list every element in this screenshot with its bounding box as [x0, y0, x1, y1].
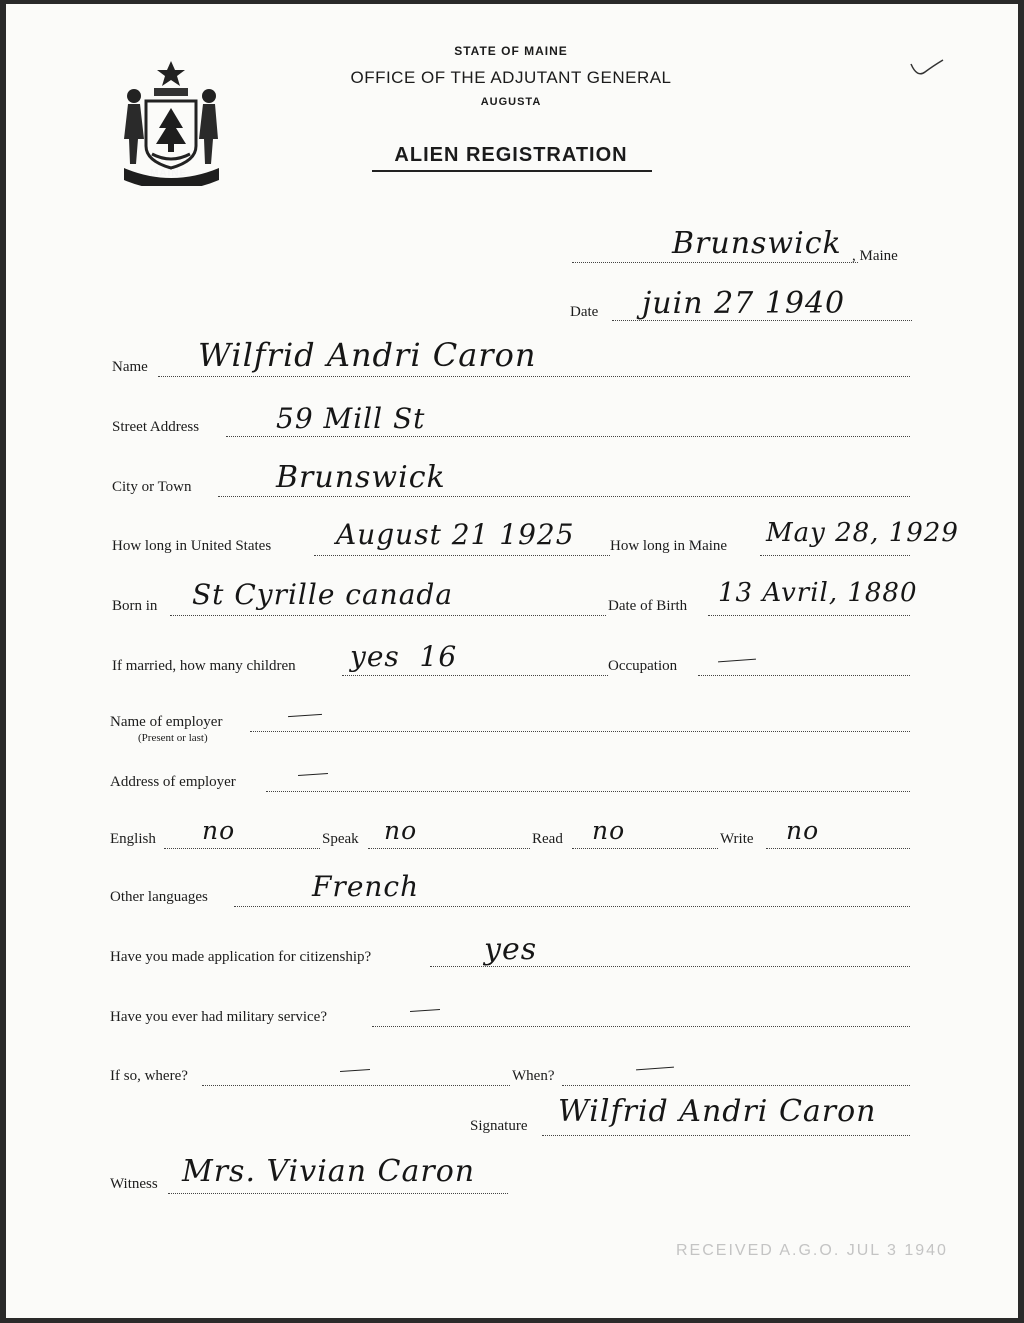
street-value: 59 Mill St	[276, 402, 426, 435]
signature-value: Wilfrid Andri Caron	[558, 1094, 877, 1129]
born-in-label: Born in	[112, 598, 158, 614]
citizenship-value: yes	[484, 932, 538, 967]
title-underline	[372, 170, 652, 172]
write-line	[766, 848, 910, 849]
other-languages-line	[234, 906, 910, 907]
how-long-us-value: August 21 1925	[336, 518, 575, 551]
name-value: Wilfrid Andri Caron	[198, 336, 537, 374]
when-dash	[636, 1067, 674, 1071]
speak-value: no	[384, 816, 418, 845]
check-mark-icon	[909, 56, 945, 80]
write-label: Write	[720, 831, 754, 847]
if-so-where-line	[202, 1085, 510, 1086]
occupation-line	[698, 675, 910, 676]
how-long-us-label: How long in United States	[112, 538, 272, 554]
occupation-label: Occupation	[608, 658, 678, 674]
military-dash	[410, 1009, 440, 1012]
maine-state-seal	[114, 56, 229, 186]
children-label: If married, how many children	[112, 658, 296, 674]
seal-motto: MAINE	[150, 168, 188, 179]
military-line	[372, 1026, 910, 1027]
city-heading: AUGUSTA	[480, 96, 542, 108]
other-languages-value: French	[312, 870, 420, 903]
witness-value: Mrs. Vivian Caron	[182, 1154, 476, 1189]
city-value: Brunswick	[276, 460, 446, 495]
children-value: yes 16	[350, 640, 458, 673]
received-stamp: RECEIVED A.G.O. JUL 3 1940	[676, 1242, 948, 1259]
city-label: City or Town	[112, 479, 192, 495]
registration-form	[6, 4, 1018, 1318]
employer-address-dash	[298, 773, 328, 776]
how-long-maine-value: May 28, 1929	[766, 518, 959, 548]
employer-address-label: Address of employer	[110, 774, 236, 790]
read-value: no	[592, 816, 626, 845]
how-long-maine-label: How long in Maine	[610, 538, 728, 554]
other-languages-label: Other languages	[110, 889, 208, 905]
when-line	[562, 1085, 910, 1086]
military-label: Have you ever had military service?	[110, 1009, 327, 1025]
employer-address-line	[266, 791, 910, 792]
how-long-maine-line	[760, 555, 910, 556]
born-in-value: St Cyrille canada	[192, 578, 454, 611]
date-label: Date	[570, 304, 599, 320]
citizenship-label: Have you made application for citizenship?	[110, 949, 372, 965]
when-label: When?	[512, 1068, 555, 1084]
street-label: Street Address	[112, 419, 200, 435]
signature-label: Signature	[470, 1118, 528, 1134]
born-in-line	[170, 615, 606, 616]
english-value: no	[202, 816, 236, 845]
dob-value: 13 Avril, 1880	[718, 578, 918, 608]
witness-line	[168, 1193, 508, 1194]
occupation-dash	[718, 659, 756, 663]
read-label: Read	[532, 831, 563, 847]
employer-name-dash	[288, 714, 322, 717]
town-value: Brunswick	[672, 226, 842, 261]
street-line	[226, 436, 910, 437]
office-heading: OFFICE OF THE ADJUTANT GENERAL	[350, 68, 672, 87]
town-line	[572, 262, 858, 263]
english-line	[164, 848, 320, 849]
maine-label: , Maine	[852, 248, 898, 264]
write-value: no	[786, 816, 820, 845]
english-label: English	[110, 831, 156, 847]
dob-line	[708, 615, 910, 616]
employer-name-line	[250, 731, 910, 732]
employer-name-label: Name of employer	[110, 714, 223, 730]
children-line	[342, 675, 608, 676]
if-so-where-label: If so, where?	[110, 1068, 188, 1084]
read-line	[572, 848, 718, 849]
name-line	[158, 376, 910, 377]
employer-note: (Present or last)	[138, 732, 208, 744]
how-long-us-line	[314, 555, 610, 556]
dob-label: Date of Birth	[608, 598, 688, 614]
date-value: juin 27 1940	[642, 286, 846, 321]
speak-label: Speak	[322, 831, 359, 847]
speak-line	[368, 848, 530, 849]
witness-label: Witness	[110, 1176, 158, 1192]
city-line	[218, 496, 910, 497]
where-dash	[340, 1069, 370, 1072]
name-label: Name	[112, 359, 148, 375]
form-title: ALIEN REGISTRATION	[394, 144, 628, 166]
state-heading: STATE OF MAINE	[454, 44, 568, 58]
signature-line	[542, 1135, 910, 1136]
